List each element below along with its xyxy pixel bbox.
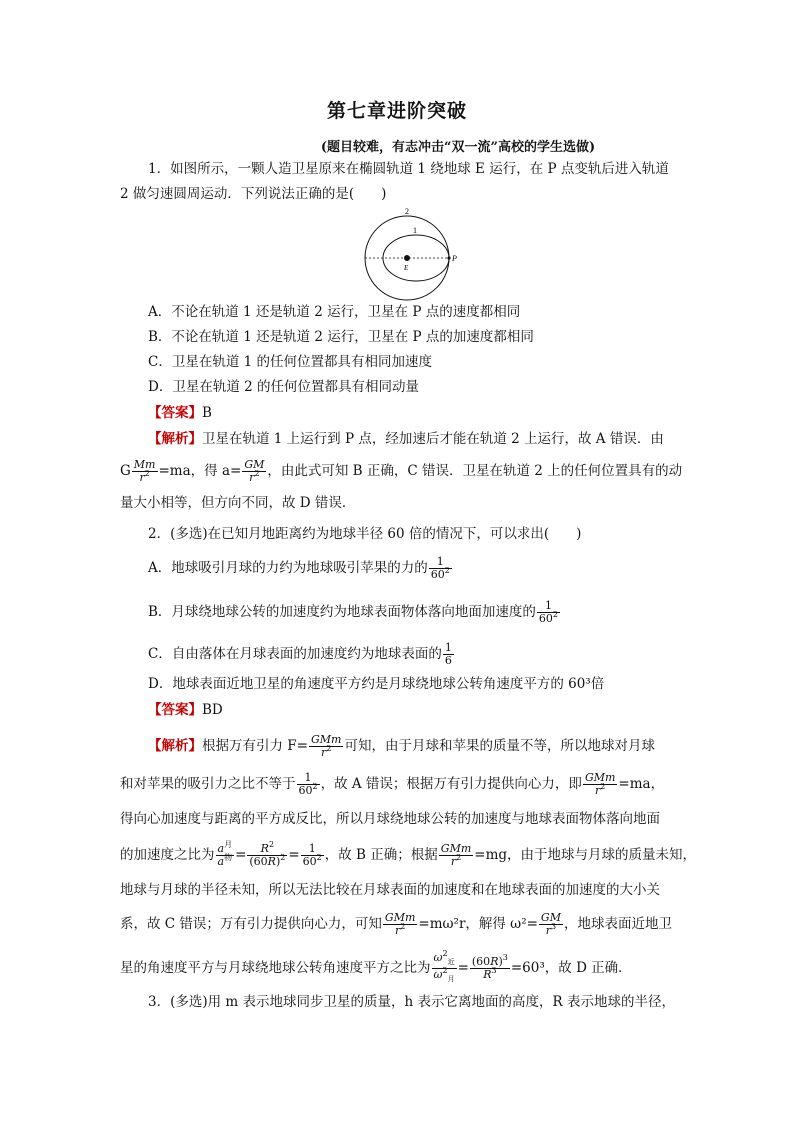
q2-option-b: B．月球绕地球公转的加速度约为地球表面物体落向地面加速度的 $\frac{1}{60^2}$: [148, 599, 559, 625]
q2-answer: 【答案】BD: [148, 702, 223, 718]
fraction-gm-r2: $\frac{GM}{r^2}$: [244, 458, 265, 484]
q2-analysis-line6: 系，故 C 错误；万有引力提供向心力，可知 $\frac{\text{GMm}}{r^2}$ =mω²r，解得 ω²= $\frac{GM}{r^3}$ ，地球表面近地卫: [120, 911, 672, 937]
q2-analysis-line5: 地球与月球的半径未知，所以无法比较在月球表面的加速度和在地球表面的加速度的大小关: [120, 882, 660, 898]
q1-option-b: B．不论在轨道 1 还是轨道 2 运行，卫星在 P 点的加速度都相同: [148, 329, 534, 345]
page-title: 第七章进阶突破: [326, 100, 467, 122]
q1-stem-line1: 1．如图所示，一颗人造卫星原来在椭圆轨道 1 绕地球 E 运行，在 P 点变轨后进入轨道: [148, 161, 669, 177]
point-p-label: P: [452, 254, 457, 263]
q1-answer-value: B: [202, 405, 212, 421]
analysis-tag: 【解析】: [148, 431, 202, 447]
point-p-dot: [447, 256, 450, 259]
q2-analysis-line2: 和对苹果的吸引力之比不等于 $\frac{1}{60^2}$ ，故 A 错误；根据万有引力提供向心力，即 $\frac{\text{GMm}}{r^2}$ =ma，: [120, 771, 665, 797]
q1-option-d: D．卫星在轨道 2 的任何位置都具有相同动量: [148, 379, 419, 395]
q3-stem: 3．(多选)用 m 表示地球同步卫星的质量，h 表示它离地面的高度，R 表示地球的半径，: [148, 994, 675, 1010]
q2-analysis-line7: 星的角速度平方与月球绕地球公转角速度平方之比为 $\frac{\omega^2_近}{\omega^2_月}$ = $\frac{(60R)^3}{R^3}$ =60³，故 D 正确．: [120, 949, 632, 984]
orbit-diagram: [357, 208, 467, 308]
q2-analysis-line1: 【解析】根据万有引力 F= $\frac{\text{GMm}}{r^2}$ 可知，由于月球和苹果的质量不等，所以地球对月球: [148, 733, 655, 759]
q1-analysis-line3: 量大小相等，但方向不同，故 D 错误．: [120, 495, 356, 511]
q1-stem-line2: 2 做匀速圆周运动．下列说法正确的是( ): [120, 186, 387, 202]
q1-option-a: A．不论在轨道 1 还是轨道 2 运行，卫星在 P 点的速度都相同: [148, 304, 521, 320]
fraction-mm-r2: $\frac{Mm}{r^2}$: [133, 458, 156, 484]
earth-dot: [404, 255, 410, 261]
answer-tag: 【答案】: [148, 405, 202, 421]
q2-option-d: D．地球表面近地卫星的角速度平方约是月球绕地球公转角速度平方的 60³倍: [148, 676, 605, 692]
earth-label: E: [404, 264, 409, 272]
orbit-2-label: 2: [405, 208, 409, 216]
q1-answer: [148, 404, 708, 422]
page-subtitle: (题目较难，有志冲击“双一流”高校的学生选做): [320, 140, 596, 155]
q2-option-c: C．自由落体在月球表面的加速度约为地球表面的 $\frac{1}{6}$: [148, 641, 452, 667]
q2-stem: 2．(多选)在已知月地距离约为地球半径 60 倍的情况下，可以求出( ): [148, 526, 582, 542]
q1-analysis-line1: 【解析】卫星在轨道 1 上运行到 P 点，经加速后才能在轨道 2 上运行，故 A 错误．由: [148, 431, 664, 447]
q2-option-a: A．地球吸引月球的力约为地球吸引苹果的力的 $\frac{1}{60^2}$: [148, 555, 450, 581]
q2-analysis-line3: 得向心加速度与距离的平方成反比，所以月球绕地球公转的加速度与地球表面物体落向地面: [120, 811, 660, 827]
orbit-1-label: 1: [413, 226, 417, 235]
q1-analysis-line2: G $\frac{Mm}{r^2}$ =ma，得 a= $\frac{GM}{r^2}$ ，由此式可知 B 正确，C 错误．卫星在轨道 2 上的任何位置具有的动: [120, 458, 683, 484]
q1-option-c: C．卫星在轨道 1 的任何位置都具有相同加速度: [148, 354, 433, 370]
orbit-1-ellipse: [383, 235, 449, 281]
q2-analysis-line4: 的加速度之比为 $\frac{a^月}{a^物}$ = $\frac{R^2}{(60R)^2}$ = $\frac{1}{60^2}$ ，故 B 正确；根据 $\frac{\text{GMm}}{r^2}$ =mg，由于地球与月球的质量未知，: [120, 840, 697, 868]
